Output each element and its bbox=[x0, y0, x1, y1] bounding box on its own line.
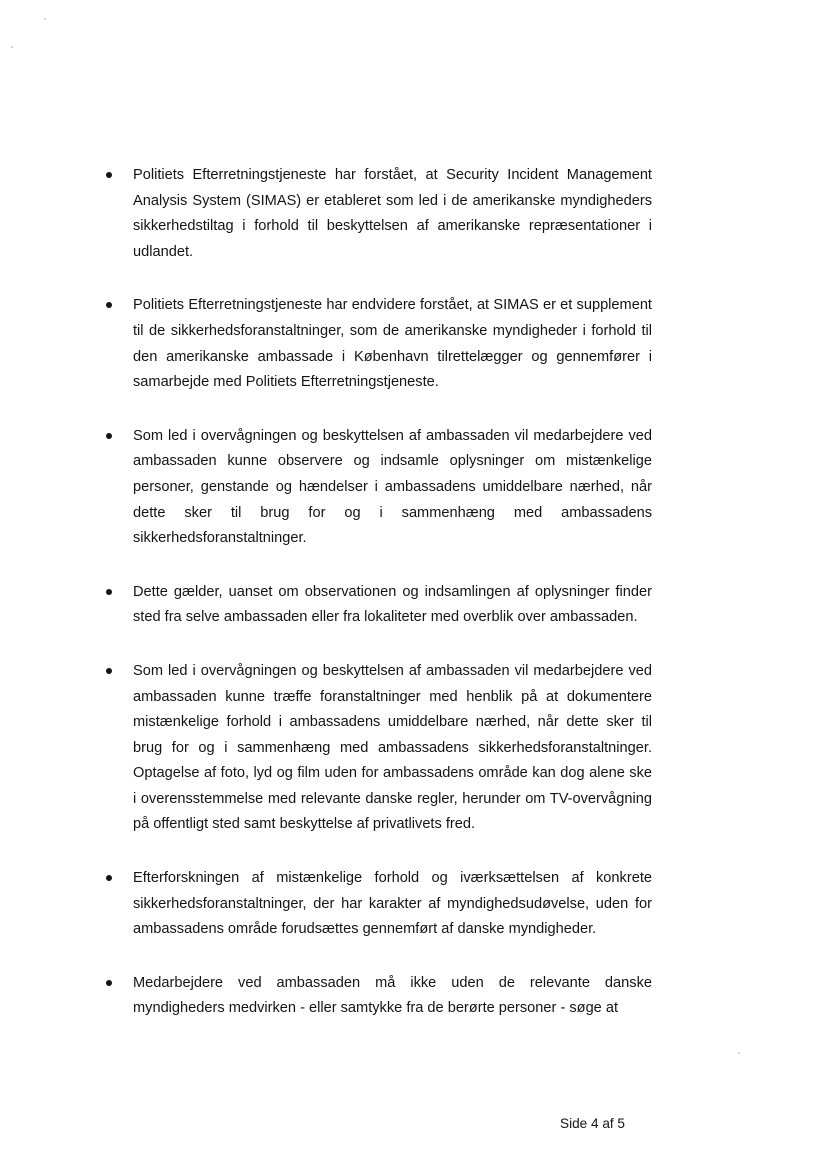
bullet-text: Som led i overvågningen og beskyttelsen af ambassaden vil medarbejdere ved ambassaden kunne træffe foranstaltninger med henblik på at dokumentere mistænkelige forhold i ambassadens umiddelbare nærhed, når dette sker til brug for og i sammenhæng med ambassadens sikkerhedsforanstaltninger. Optagelse af foto, lyd og film uden for ambassadens område kan dog alene ske i overensstemmelse med relevante danske regler, herunder om TV-overvågning på offentligt sted samt beskyttelse af privatlivets fred. bbox=[133, 662, 652, 833]
bullet-item bbox=[100, 580, 652, 631]
scan-speck bbox=[11, 46, 13, 48]
bullet-point-icon bbox=[106, 589, 112, 595]
scan-speck bbox=[44, 18, 46, 20]
bullet-point-icon bbox=[106, 302, 112, 308]
scan-speck bbox=[738, 1052, 740, 1054]
bullet-text: Politiets Efterretningstjeneste har endvidere forstået, at SIMAS er et supplement til de sikkerhedsforanstaltninger, som de amerikanske myndigheder i forhold til den amerikanske ambassade i København tilrettelægger og gennemfører i samarbejde med Politiets Efterretningstjeneste. bbox=[133, 297, 652, 391]
bullet-item bbox=[100, 659, 652, 838]
bullet-text: Efterforskningen af mistænkelige forhold og iværksættelsen af konkrete sikkerhedsforanstaltninger, der har karakter af myndighedsudøvelse, uden for ambassadens område forudsættes gennemført af danske myndigheder. bbox=[133, 870, 652, 938]
bullet-item bbox=[100, 866, 652, 943]
bullet-item bbox=[100, 424, 652, 552]
bullet-point-icon bbox=[106, 875, 112, 881]
bullet-text: Politiets Efterretningstjeneste har forstået, at Security Incident Management Analysis System (SIMAS) er etableret som led i de amerikanske myndigheders sikkerhedstiltag i forhold til beskyttelsen af amerikanske repræsentationer i udlandet. bbox=[133, 167, 652, 260]
bullet-item bbox=[100, 163, 652, 265]
bullet-point-icon bbox=[106, 980, 112, 986]
bullet-point-icon bbox=[106, 668, 112, 674]
bullet-text: Dette gælder, uanset om observationen og indsamlingen af oplysninger finder sted fra selve ambassaden eller fra lokaliteter med overblik over ambassaden. bbox=[133, 583, 652, 626]
bullet-point-icon bbox=[106, 172, 112, 178]
page-number: Side 4 af 5 bbox=[560, 1116, 625, 1131]
bullet-text: Som led i overvågningen og beskyttelsen af ambassaden vil medarbejdere ved ambassaden kunne observere og indsamle oplysninger om mistænkelige personer, genstande og hændelser i ambassadens umiddelbare nærhed, når dette sker til brug for og i sammenhæng med ambassadens sikkerhedsforanstaltninger. bbox=[133, 427, 652, 547]
bullet-point-icon bbox=[106, 433, 112, 439]
bullet-list bbox=[100, 163, 652, 1050]
bullet-item bbox=[100, 971, 652, 1022]
bullet-text: Medarbejdere ved ambassaden må ikke uden de relevante danske myndigheders medvirken - eller samtykke fra de berørte personer - søge at bbox=[133, 974, 652, 1017]
bullet-item bbox=[100, 293, 652, 395]
